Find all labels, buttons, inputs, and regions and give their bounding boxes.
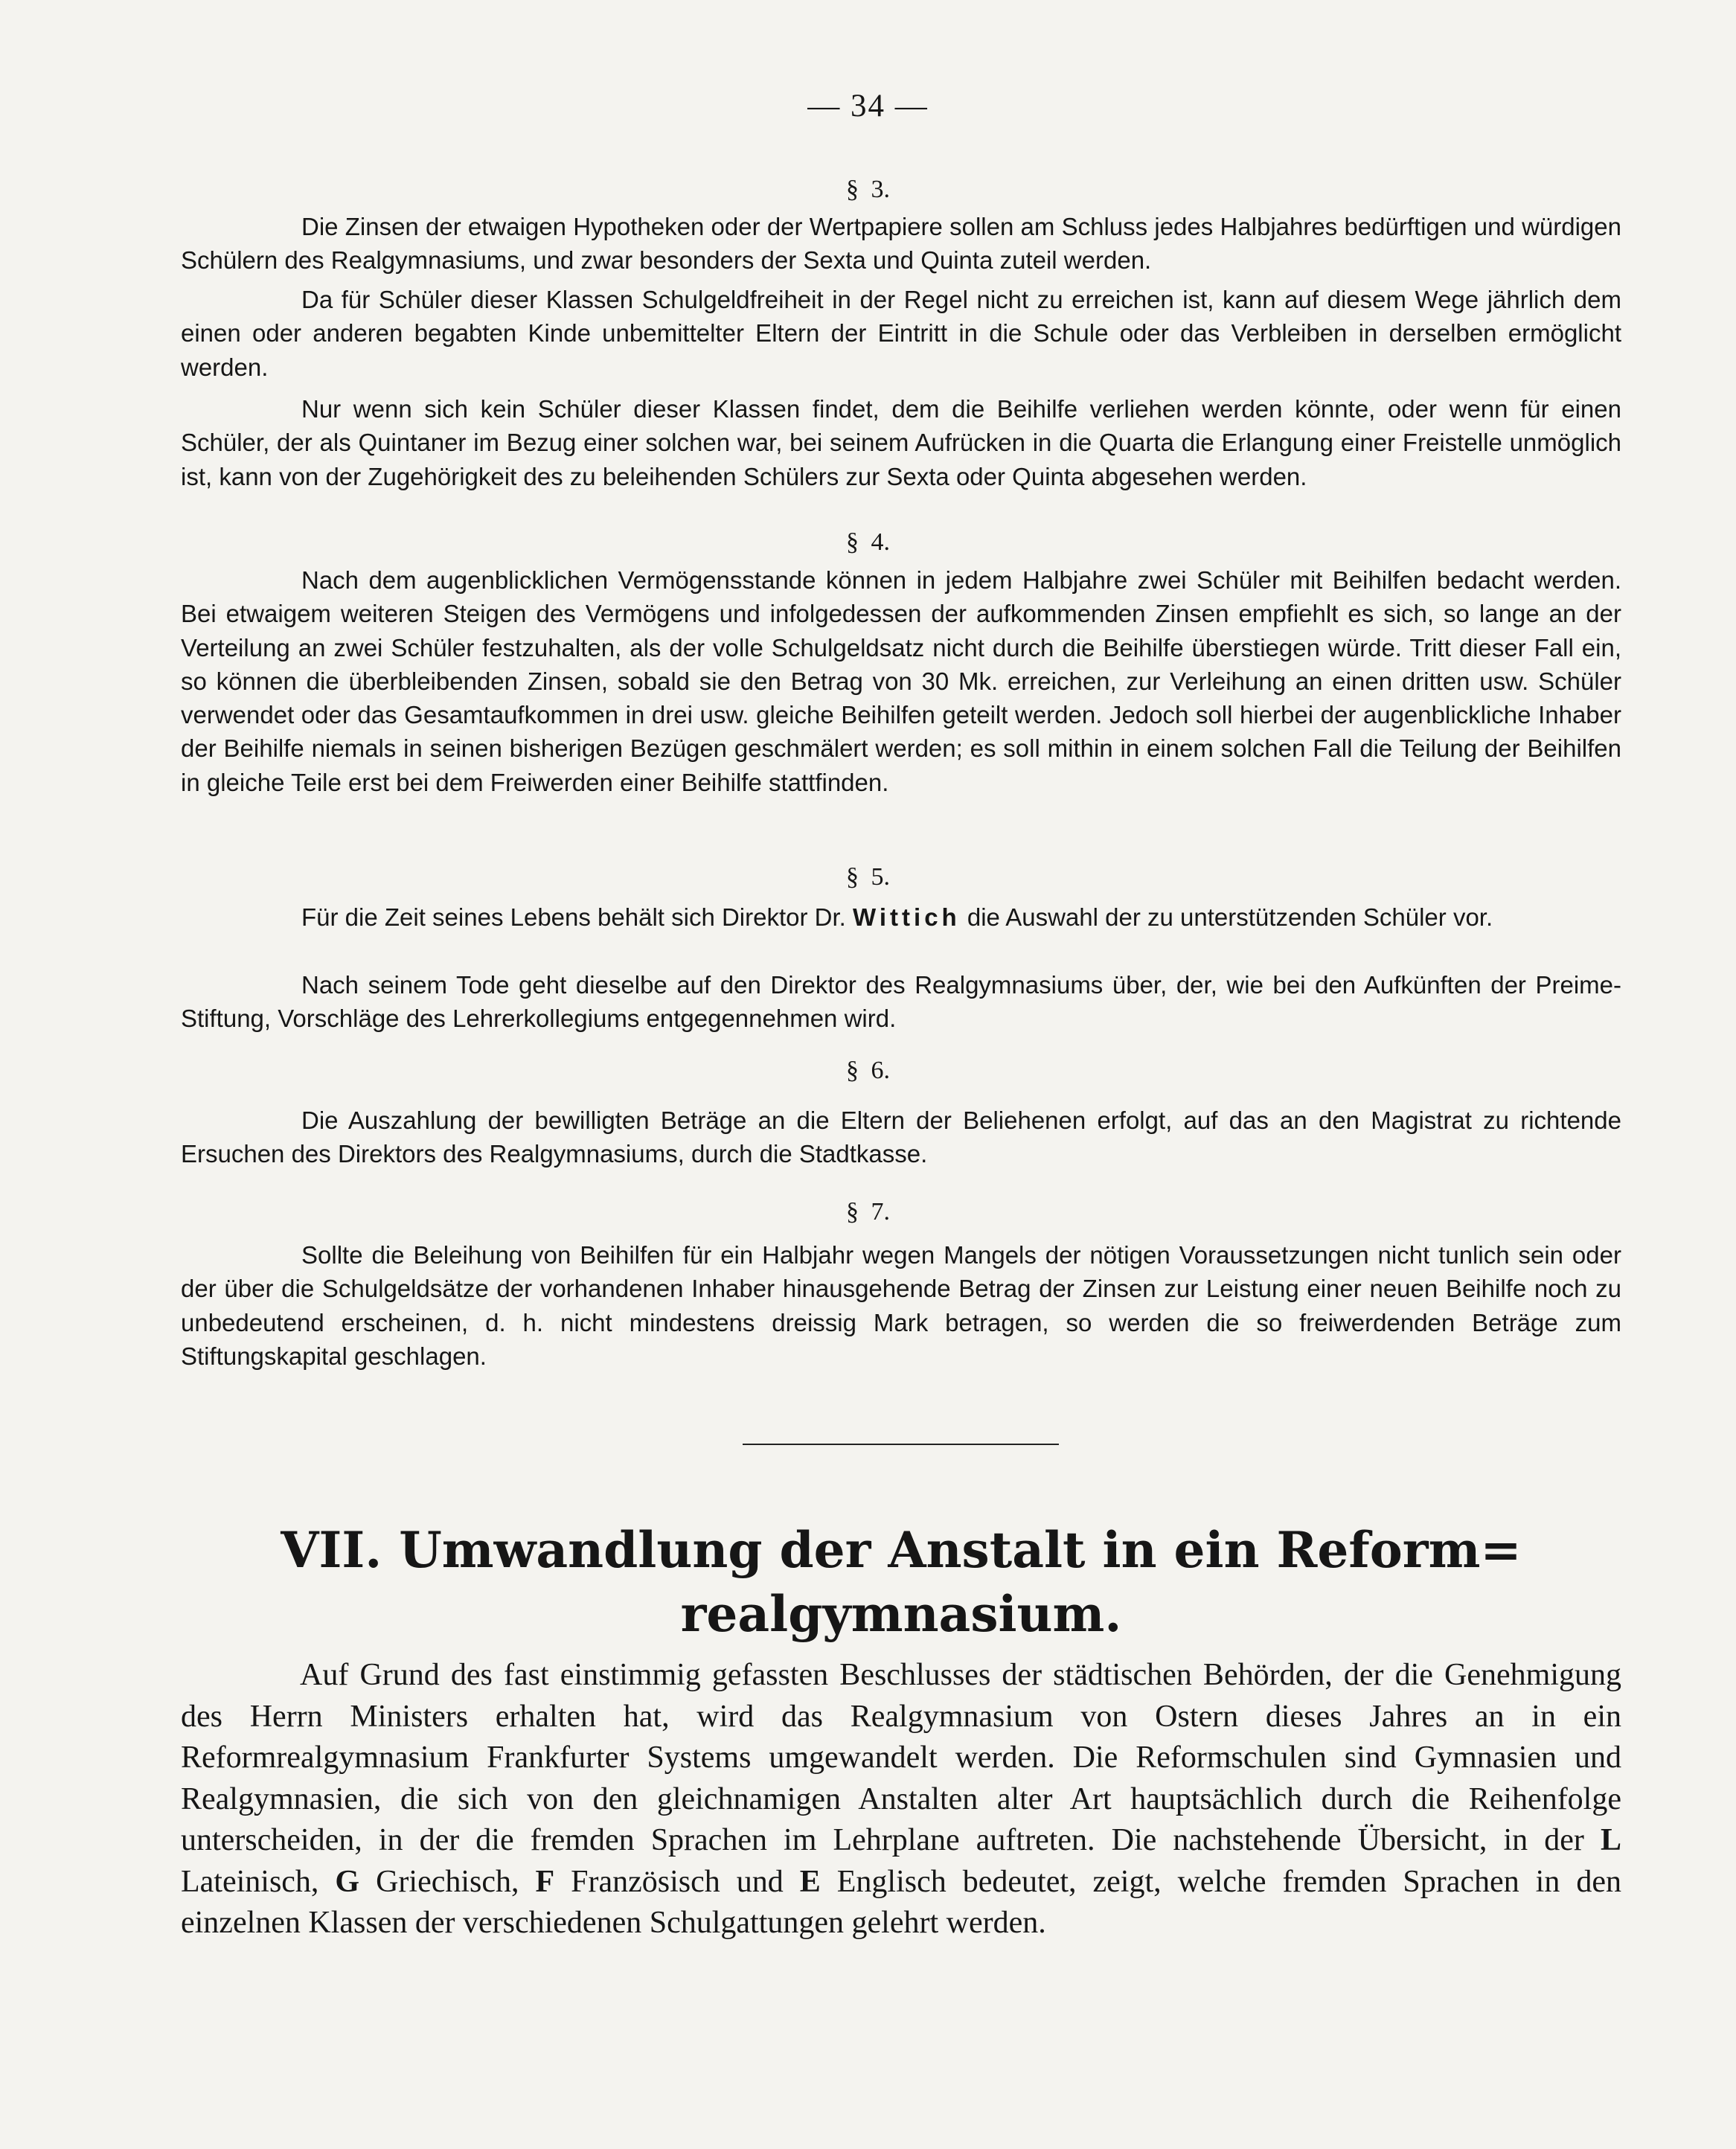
abbr-e: E xyxy=(799,1864,821,1899)
section-mark-4: § 4. xyxy=(846,528,890,556)
section-divider xyxy=(743,1444,1059,1445)
chapter-heading-line-2: realgymnasium. xyxy=(680,1585,1122,1643)
chapter-body-text-1: Auf Grund des fast einstimmig gefassten Beschlusses der städtischen Behörden, der die Genehmigung des Herrn Ministers erhalten hat, wird das Realgymnasium von Ostern dieses Jahres an in ein Reformrealgymnasium Frankfurter Systems umgewandelt werden. Die Reformschulen sind Gymnasien und Realgymnasien, die sich von den gleichnamigen Anstalten alter Art hauptsächlich durch die Reihenfolge unterscheiden, in der die fremden Sprachen im Lehrplane auftreten. Die nachstehende Übersicht, in der xyxy=(181,1658,1621,1857)
abbr-g: G xyxy=(335,1864,360,1899)
chapter-body xyxy=(181,1655,1621,1944)
chapter-body-text-5: Englisch bedeutet, zeigt, welche fremden Sprachen in den einzelnen Klassen der verschiedenen Schulgattungen gelehrt werden. xyxy=(181,1864,1621,1940)
abbr-l: L xyxy=(1600,1823,1621,1857)
chapter-body-text-2: Lateinisch, xyxy=(181,1864,336,1899)
chapter-heading xyxy=(181,1518,1621,1646)
paragraph-7: Sollte die Beleihung von Beihilfen für ein Halbjahr wegen Mangels der nötigen Voraussetzungen nicht tunlich sein oder der über die Schulgeldsätze der vorhandenen Inhaber hinausgehende Betrag der Zinsen zur Leistung einer neuen Beihilfe noch zu unbedeutend erscheinen, d. h. nicht mindestens dreissig Mark betragen, so werden die so freiwerdenden Beträge zum Stiftungskapital geschlagen. xyxy=(181,1241,1621,1370)
director-name: Wittich xyxy=(853,903,961,931)
paragraph-3b: Da für Schüler dieser Klassen Schulgeldfreiheit in der Regel nicht zu erreichen ist, kann auf diesem Wege jährlich dem einen oder anderen begabten Kinde unbemittelter Eltern der Eintritt in die Schule oder das Verbleiben in derselben ermöglicht werden. xyxy=(181,286,1621,381)
paragraph-5a xyxy=(181,900,1621,934)
page-number: — 34 — xyxy=(807,89,929,124)
paragraph-5a-after: die Auswahl der zu unterstützenden Schüler vor. xyxy=(960,903,1493,931)
chapter-body-text-4: Französisch und xyxy=(554,1864,800,1899)
paragraph-5a-before: Für die Zeit seines Lebens behält sich Direktor Dr. xyxy=(301,903,853,931)
abbr-f: F xyxy=(535,1864,555,1899)
chapter-body-text-3: Griechisch, xyxy=(359,1864,536,1899)
paragraph-5b: Nach seinem Tode geht dieselbe auf den Direktor des Realgymnasiums über, der, wie bei den Aufkünften der Preime-Stiftung, Vorschläge des Lehrerkollegiums entgegennehmen wird. xyxy=(181,971,1621,1033)
paragraph-4: Nach dem augenblicklichen Vermögensstande können in jedem Halbjahre zwei Schüler mit Beihilfen bedacht werden. Bei etwaigem weiteren Steigen des Vermögens und infolgedessen der aufkommenden Zinsen empfiehlt es sich, so lange an der Verteilung an zwei Schüler festzuhalten, als der volle Schulgeldsatz nicht durch die Beihilfe überstiegen würde. Tritt dieser Fall ein, so können die überbleibenden Zinsen, sobald sie den Betrag von 30 Mk. erreichen, zur Verleihung an einen dritten usw. Schüler verwendet oder das Gesamtaufkommen in drei usw. gleiche Beihilfen geteilt werden. Jedoch soll hierbei der augenblickliche Inhaber der Beihilfe niemals in seinen bisherigen Bezügen geschmälert werden; es soll mithin in einem solchen Fall die Teilung der Beihilfen in gleiche Teile erst bei dem Freiwerden einer Beihilfe stattfinden. xyxy=(181,566,1621,796)
paragraph-6: Die Auszahlung der bewilligten Beträge an die Eltern der Beliehenen erfolgt, auf das an den Magistrat zu richtende Ersuchen des Direktors des Realgymnasiums, durch die Stadtkasse. xyxy=(181,1106,1621,1168)
section-mark-5: § 5. xyxy=(846,863,890,891)
section-mark-7: § 7. xyxy=(846,1198,890,1226)
paragraph-3c: Nur wenn sich kein Schüler dieser Klassen findet, dem die Beihilfe verliehen werden könnte, oder wenn für einen Schüler, der als Quintaner im Bezug einer solchen war, bei seinem Aufrücken in die Quarta die Erlangung einer Freistelle unmöglich ist, kann von der Zugehörigkeit des zu beleihenden Schülers zur Sexta oder Quinta abgesehen werden. xyxy=(181,395,1621,490)
paragraph-3a: Die Zinsen der etwaigen Hypotheken oder der Wertpapiere sollen am Schluss jedes Halbjahres bedürftigen und würdigen Schülern des Realgymnasiums, und zwar besonders der Sexta und Quinta zuteil werden. xyxy=(181,213,1621,275)
section-mark-3: § 3. xyxy=(846,176,890,203)
section-mark-6: § 6. xyxy=(846,1057,890,1084)
chapter-heading-line-1: VII. Umwandlung der Anstalt in ein Reform= xyxy=(281,1521,1522,1579)
